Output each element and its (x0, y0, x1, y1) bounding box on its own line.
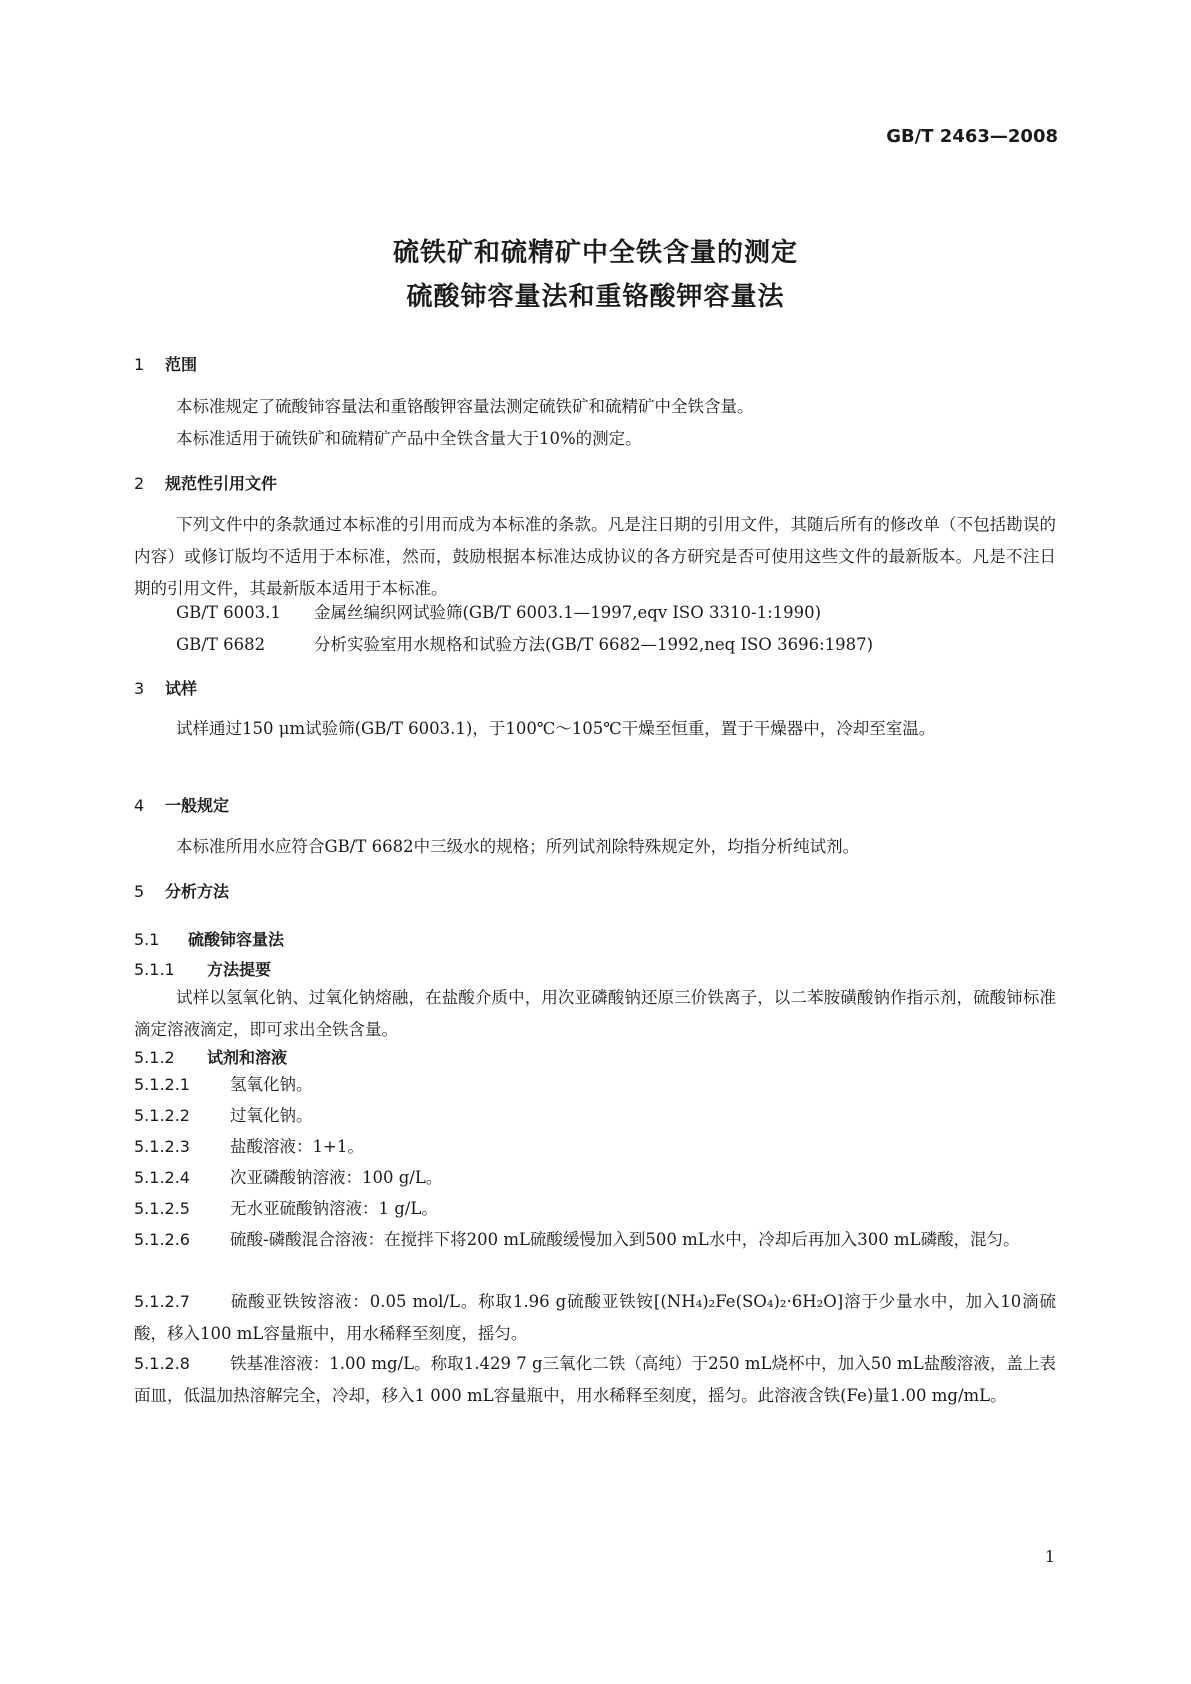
section-title: 规范性引用文件 (165, 474, 278, 493)
reagent-item (134, 1100, 1056, 1132)
normative-reference (176, 597, 821, 629)
reference-title: 金属丝编织网试验筛(GB/T 6003.1—1997,eqv ISO 3310-1:1990) (314, 603, 822, 622)
item-text: 氢氧化钠。 (230, 1075, 313, 1094)
reagent-item (134, 1131, 1056, 1163)
item-text: 铁基准溶液：1.00 mg/L。称取1.429 7 g三氧化二铁（高纯）于250 mL烧杯中，加入50 mL盐酸溶液，盖上表面皿，低温加热溶解完全，冷却，移入1 000 mL容量瓶中，用水稀释至刻度，摇匀。此溶液含铁(Fe)量1.00 mg/mL。 (134, 1354, 1056, 1405)
section-number: 2 (134, 474, 145, 493)
paragraph: 本标准适用于硫铁矿和硫精矿产品中全铁含量大于10%的测定。 (176, 429, 642, 448)
section-number: 3 (134, 679, 145, 698)
section-2-heading (134, 471, 277, 494)
normative-reference (176, 629, 873, 661)
reagent-item (134, 1069, 1056, 1101)
paragraph: 下列文件中的条款通过本标准的引用而成为本标准的条款。凡是注日期的引用文件，其随后所有的修改单（不包括勘误的内容）或修订版均不适用于本标准，然而，鼓励根据本标准达成协议的各方研究是否可使用这些文件的最新版本。凡是不注日期的引用文件，其最新版本适用于本标准。 (134, 515, 1056, 598)
item-number: 5.1.2.6 (134, 1230, 190, 1249)
section-4-heading (134, 793, 229, 816)
reagent-item (134, 1224, 1056, 1256)
item-text: 硫酸-磷酸混合溶液：在搅拌下将200 mL硫酸缓慢加入到500 mL水中，冷却后再加入300 mL磷酸，混匀。 (230, 1230, 1020, 1249)
reference-code: GB/T 6003.1 (176, 603, 281, 622)
item-text: 盐酸溶液：1+1。 (230, 1137, 364, 1156)
subsection-title: 硫酸铈容量法 (188, 930, 285, 949)
paragraph: 本标准规定了硫酸铈容量法和重铬酸钾容量法测定硫铁矿和硫精矿中全铁含量。 (176, 397, 754, 416)
subsection-5-1-heading (134, 927, 284, 950)
item-number: 5.1.2.5 (134, 1199, 190, 1218)
section-title: 试样 (165, 679, 198, 698)
subsection-number: 5.1 (134, 930, 160, 949)
item-text: 无水亚硫酸钠溶液：1 g/L。 (230, 1199, 438, 1218)
reagent-item (134, 1286, 1056, 1350)
reagent-item (134, 1162, 1056, 1194)
standard-number: GB/T 2463—2008 (886, 126, 1058, 147)
paragraph: 试样通过150 μm试验筛(GB/T 6003.1)，于100℃～105℃干燥至恒重，置于干燥器中，冷却至室温。 (176, 719, 936, 738)
reference-title: 分析实验室用水规格和试验方法(GB/T 6682—1992,neq ISO 3696:1987) (314, 635, 874, 654)
reagent-item (134, 1193, 1056, 1225)
section-title: 范围 (165, 355, 198, 374)
subsection-number: 5.1.2 (134, 1048, 175, 1067)
subsection-title: 方法提要 (207, 960, 272, 979)
section-title: 分析方法 (165, 882, 230, 901)
section-3-heading (134, 676, 197, 699)
subsection-title: 试剂和溶液 (207, 1048, 288, 1067)
section-title: 一般规定 (165, 796, 230, 815)
paragraph: 本标准所用水应符合GB/T 6682中三级水的规格；所列试剂除特殊规定外，均指分析纯试剂。 (176, 837, 860, 856)
section-number: 4 (134, 796, 145, 815)
item-text: 硫酸亚铁铵溶液：0.05 mol/L。称取1.96 g硫酸亚铁铵[(NH₄)₂Fe(SO₄)₂·6H₂O]溶于少量水中，加入10滴硫酸，移入100 mL容量瓶中，用水稀释至刻度，摇匀。 (134, 1292, 1056, 1343)
section-number: 1 (134, 355, 145, 374)
item-number: 5.1.2.1 (134, 1075, 190, 1094)
item-text: 过氧化钠。 (230, 1106, 313, 1125)
item-number: 5.1.2.2 (134, 1106, 190, 1125)
document-title-line2: 硫酸铈容量法和重铬酸钾容量法 (406, 282, 785, 312)
item-text: 次亚磷酸钠溶液：100 g/L。 (230, 1168, 443, 1187)
reagent-item (134, 1348, 1056, 1412)
section-1-heading (134, 352, 197, 375)
item-number: 5.1.2.4 (134, 1168, 190, 1187)
subsection-5-1-1-heading (134, 957, 271, 980)
section-5-heading (134, 879, 229, 902)
item-number: 5.1.2.7 (134, 1292, 190, 1311)
subsection-5-1-2-heading (134, 1045, 287, 1068)
paragraph: 试样以氢氧化钠、过氧化钠熔融，在盐酸介质中，用次亚磷酸钠还原三价铁离子，以二苯胺磺酸钠作指示剂，硫酸铈标准滴定溶液滴定，即可求出全铁含量。 (134, 988, 1056, 1039)
document-title-line1: 硫铁矿和硫精矿中全铁含量的测定 (392, 238, 798, 268)
page-number: 1 (1044, 1547, 1055, 1566)
item-number: 5.1.2.8 (134, 1354, 190, 1373)
section-number: 5 (134, 882, 145, 901)
reference-code: GB/T 6682 (176, 635, 266, 654)
item-number: 5.1.2.3 (134, 1137, 190, 1156)
subsection-number: 5.1.1 (134, 960, 175, 979)
